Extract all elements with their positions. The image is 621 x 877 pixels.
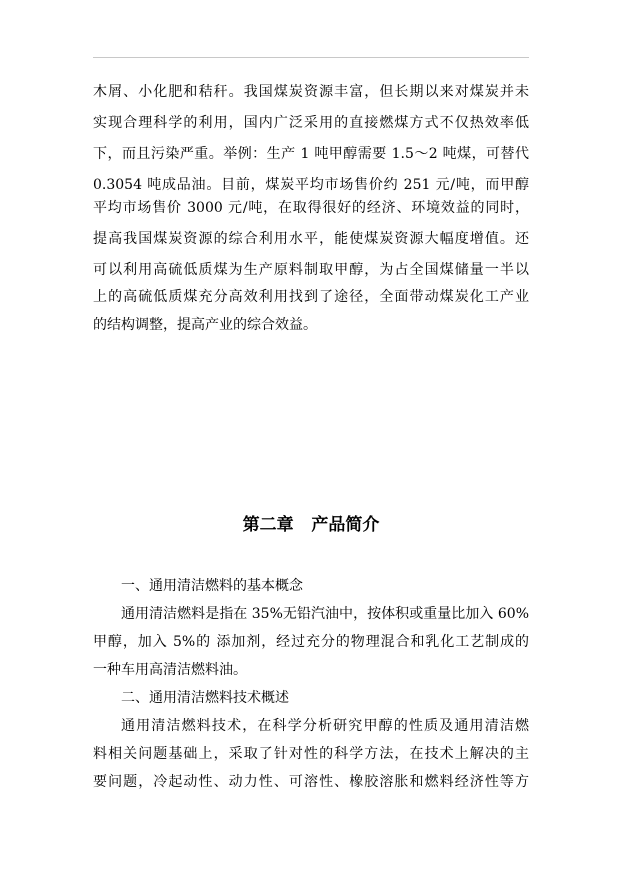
intro-line-3: 下，而且污染严重。举例：生产 1 吨甲醇需要 1.5～2 吨煤，可替代 bbox=[93, 146, 529, 162]
intro-line-9: 的结构调整，提高产业的综合效益。 bbox=[93, 317, 317, 333]
section2-line-1: 通用清洁燃料技术，在科学分析研究甲醇的性质及通用清洁燃 bbox=[121, 718, 529, 734]
section2-line-3: 要问题，冷起动性、动力性、可溶性、橡胶溶胀和燃料经济性等方 bbox=[93, 774, 529, 790]
section-heading-1: 一、通用清洁燃料的基本概念 bbox=[121, 578, 303, 594]
intro-line-6: 提高我国煤炭资源的综合利用水平，能使煤炭资源大幅度增值。还 bbox=[93, 231, 529, 247]
intro-line-4: 0.3054 吨成品油。目前，煤炭平均市场售价约 251 元/吨，而甲醇 bbox=[93, 177, 529, 193]
section1-line-1: 通用清洁燃料是指在 35%无铅汽油中，按体积或重量比加入 60% bbox=[121, 606, 529, 622]
intro-line-5: 平均市场售价 3000 元/吨，在取得很好的经济、环境效益的同时， bbox=[93, 200, 529, 216]
page-header-rule bbox=[93, 57, 529, 58]
section-heading-2: 二、通用清洁燃料技术概述 bbox=[121, 690, 289, 706]
section1-line-3: 一种车用高清洁燃料油。 bbox=[93, 662, 247, 678]
intro-line-2: 实现合理科学的利用，国内广泛采用的直接燃煤方式不仅热效率低 bbox=[93, 115, 529, 131]
intro-line-1: 木屑、小化肥和秸秆。我国煤炭资源丰富，但长期以来对煤炭并未 bbox=[93, 84, 529, 100]
section1-line-2: 甲醇，加入 5%的 添加剂，经过充分的物理混合和乳化工艺制成的 bbox=[93, 634, 529, 650]
intro-line-8: 上的高硫低质煤充分高效利用找到了途径，全面带动煤炭化工产业 bbox=[93, 289, 529, 305]
chapter-title: 第二章 产品简介 bbox=[242, 515, 380, 535]
intro-line-7: 可以利用高硫低质煤为生产原料制取甲醇，为占全国煤储量一半以 bbox=[93, 262, 529, 278]
section2-line-2: 料相关问题基础上，采取了针对性的科学方法，在技术上解决的主 bbox=[93, 746, 529, 762]
